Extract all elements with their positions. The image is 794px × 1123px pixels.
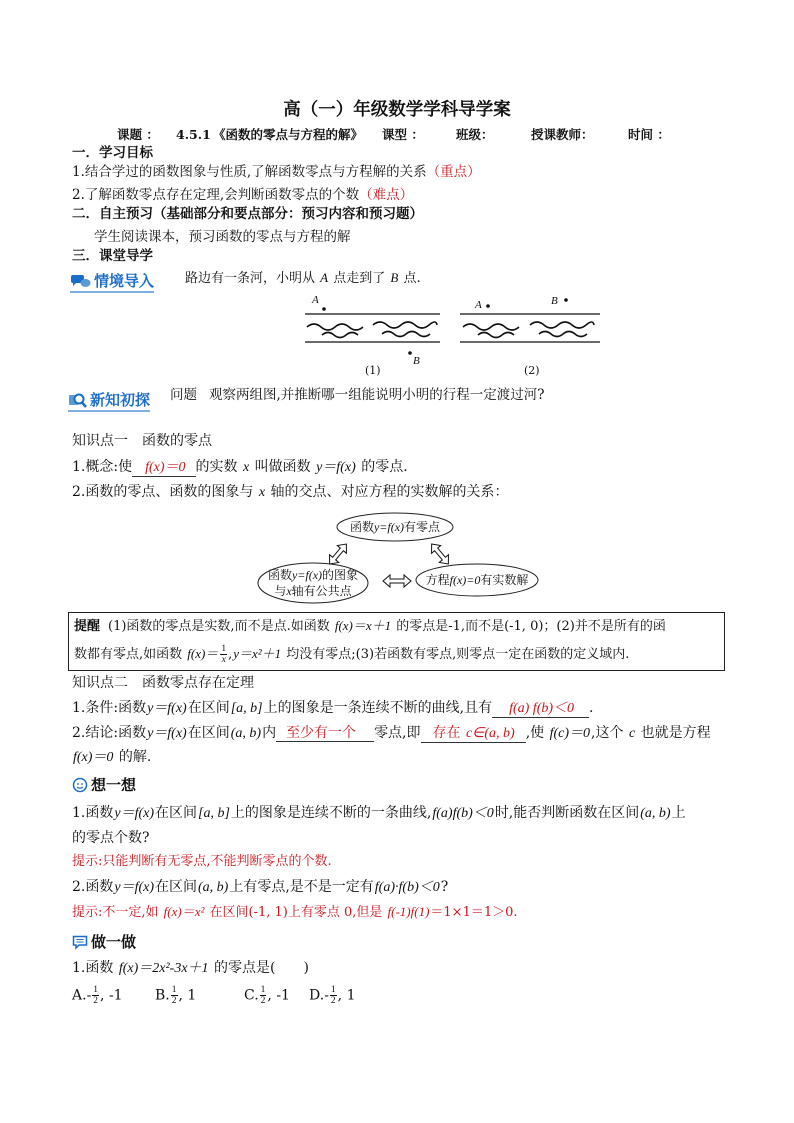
fraction-denominator: x [221,655,226,665]
double-arrow-icon [427,540,453,568]
answer-text: f(a) f(b)＜0 [509,701,575,716]
fraction-denominator: 2 [260,996,266,1006]
think-hint-1: 提示:只能判断有无零点,不能判断零点的个数. [72,854,332,869]
think-badge [72,776,136,794]
goals-heading: 一．学习目标 [72,145,153,161]
text-part: 在区间 [155,879,198,895]
text-part: 方程 [425,573,450,587]
text-part: 在区间 [187,725,230,741]
kp1-heading: 知识点一 函数的零点 [72,433,212,449]
option-rest: , -1 [100,987,123,1004]
math-part: (a, b) [198,880,229,895]
scenario-badge [70,272,154,293]
fraction-numerator: 1 [330,985,336,995]
kp1-concept [72,458,408,477]
fraction-numerator: 1 [221,644,227,654]
math-part: y=f(x) [291,568,323,582]
math-part: f(a)f(b)＜0 [432,806,494,821]
fraction-denominator: 2 [330,996,336,1006]
text-part: 在区间 [155,805,198,821]
goal-item-2 [72,186,413,204]
practice-badge-label: 做一做 [91,933,137,951]
math-part: (a, b) [640,806,671,821]
scenario-badge-label: 情境导入 [94,272,155,290]
topic-name: 《函数的零点与方程的解》 [213,127,364,142]
answer-blank [276,725,374,742]
math-part: [a, b] [230,701,263,716]
text-part: 的图象 [322,568,359,582]
text-part: ＝1×1＝1＞0. [430,905,518,920]
smiley-icon [72,777,88,793]
text-part: 有零点 [404,520,441,534]
point-b: B [390,270,399,285]
diagram-node-graph-text-2 [274,583,352,598]
kp2-heading: 知识点二 函数零点存在定理 [72,675,254,691]
river-wave [530,322,594,328]
option-a [72,985,123,1006]
answer-blank [132,459,195,477]
point-a-dot [486,304,490,308]
option-letter: D. [309,987,325,1004]
text-part: 时,能否判断函数在区间 [494,805,640,821]
math-part: f(x)＝x＋1 [334,618,392,633]
text-part: 零点,即 [374,725,421,741]
math-part: y＝x²＋1 [233,646,282,661]
difficulty-tag: （难点） [359,187,414,203]
text-part: 1.函数 [72,805,114,821]
key-point-tag: （重点） [426,164,481,180]
question-label: 问题 [170,387,197,403]
think-hint-2 [72,903,518,922]
text-part: (1)函数的零点是实数,而不是点.如函数 [108,619,334,634]
math-part: y＝f(x) [114,806,155,821]
practice-question-1 [72,959,309,978]
point-b-label: B [413,355,420,367]
math-part: x [258,485,266,500]
double-arrow-icon [383,575,411,587]
page-title: 高（一）年级数学学科导学案 [283,100,511,120]
goal-text: 2.了解函数零点存在定理,会判断函数零点的个数 [72,187,360,203]
river-wave [322,333,358,338]
math-part: [a, b] [198,806,230,821]
text-part: 点走到了 [329,271,390,286]
figure-label: (2) [524,364,540,377]
text-part: 内 [262,725,277,741]
answer-blank [421,725,526,743]
practice-badge [72,933,136,951]
option-letter: C. [244,987,259,1004]
text-part: 叫做函数 [250,459,316,475]
option-letter: A. [72,987,87,1004]
answer-text: 存在 [432,725,465,741]
lesson-type-label: 课型 ： [382,127,424,142]
topic-label: 课题 ： [117,127,159,142]
math-part: f(x)=0 [449,573,481,587]
preview-heading: 二．自主预习（基础部分和要点部分：预习内容和预习题） [72,206,423,222]
think-badge-label: 想一想 [91,776,137,794]
text-part: 有实数解 [480,573,529,587]
fraction [171,985,178,1006]
text-part: 提示:不一定,如 [72,905,163,920]
text-part: 1.条件:函数 [72,700,147,716]
text-part: ,使 [525,725,549,741]
goal-text: 1.结合学过的函数图象与性质,了解函数零点与方程解的关系 [72,164,427,180]
math-part: y＝f(x) [147,726,187,741]
kp2-conclusion-line-2 [72,748,151,767]
question-text: 观察两组图,并推断哪一组能说明小明的行程一定渡过河? [209,387,545,403]
fraction [330,985,337,1006]
math-part: (a, b) [230,726,262,741]
point-a: A [320,270,329,285]
option-rest: , 1 [337,987,356,1004]
text-part: 2.函数的零点、函数的图象与 [72,484,258,500]
kp1-relation [72,483,508,502]
math-part: f(x)＝2x²-3x＋1 [118,961,209,976]
class-label: 班级： [456,127,494,142]
text-part: 1.函数 [72,960,118,976]
text-part: 轴有公共点 [291,584,352,598]
river-wave [382,332,430,337]
math-part: y＝f(x) [114,880,155,895]
text-part: 与 [274,584,287,598]
text-part: ,这个 [591,725,628,741]
fraction [260,985,267,1006]
math-part: x [286,584,292,598]
text-part: 的解. [114,749,152,765]
river-wave [463,324,519,330]
reminder-label: 提醒 [74,619,101,634]
river-wave [539,332,587,337]
math-part: y＝f(x) [316,460,356,475]
river-wave [307,324,363,330]
kp2-condition [72,699,593,718]
chat-bubbles-icon [70,273,91,289]
math-part: f(a)·f(b)＜0 [374,880,440,895]
river-wave [478,333,514,338]
text-part: 上 [671,805,686,821]
text-part: 数都有零点,如函数 [74,647,187,662]
math-part: f(-1)f(1) [387,904,430,919]
option-b [155,985,196,1006]
text-part: 上的图象是连续不断的一条曲线, [230,805,432,821]
guide-heading: 三．课堂导学 [72,248,153,264]
point-b-dot [408,351,412,355]
river-wave [373,322,437,328]
diagram-node-zero-text [350,519,441,534]
text-part: 2.函数 [72,879,114,895]
math-part: f(x)＝ [187,646,219,661]
option-sign: - [324,987,329,1004]
fraction [92,985,99,1006]
explore-badge [68,391,150,412]
option-rest: , 1 [178,987,197,1004]
river-figure-1 [305,294,440,377]
text-part: . [589,700,594,716]
teacher-label: 授课教师： [531,127,594,142]
point-a-label: A [475,299,482,311]
text-part: 在区间 [187,700,230,716]
point-a-dot [322,307,326,311]
think-q1-line-2: 的零点个数? [72,830,150,846]
text-part: 路边有一条河，小明从 [185,271,320,286]
option-sign: - [86,987,92,1004]
fraction-numerator: 1 [260,985,266,995]
math-part: f(x)＝0 [73,750,114,765]
text-part: 2.结论:函数 [72,725,147,741]
point-b-label: B [551,295,558,307]
text-part: 均没有零点;(3)若函数有零点,则零点一定在函数的定义域内. [282,647,630,662]
topic-code: 4.5.1 [176,127,211,142]
math-part: x [242,460,250,475]
option-d [309,985,355,1006]
text-part: ? [440,879,449,895]
text-part: 点. [399,271,421,286]
answer-blank [492,700,589,718]
figure-label: (1) [365,364,381,377]
math-part: y=f(x) [373,520,405,534]
time-label: 时间 ： [628,127,670,142]
text-part: 也就是方程 [636,725,711,741]
diagram-node-graph-text-1 [268,567,358,582]
math-part: c [628,726,636,741]
text-part: 上有零点,是不是一定有 [229,879,374,895]
point-b-dot [564,298,568,302]
diagram-node-equation-text [426,572,529,587]
fraction-denominator: 2 [93,996,99,1006]
explore-badge-label: 新知初探 [90,391,151,409]
explore-question [170,386,545,404]
fraction [220,644,227,665]
reminder-box [68,612,725,671]
answer-text: 至少有一个 [286,725,357,741]
fraction-numerator: 1 [93,985,99,995]
fraction-numerator: 1 [171,985,177,995]
text-part: 上的图象是一条连续不断的曲线,且有 [263,700,493,716]
text-part: 1.概念:使 [72,459,133,475]
point-a-label: A [312,294,319,306]
text-part: 函数 [267,568,292,582]
magnifier-icon [68,392,87,408]
answer-math: c∈(a, b) [465,726,515,741]
option-letter: B. [155,987,170,1004]
text-part: 的实数 [195,459,242,475]
kp2-conclusion-line-1 [72,724,711,743]
text-part: 的零点是( ) [209,960,309,976]
speech-bubble-icon [72,934,88,950]
text-part: 的零点. [356,459,408,475]
option-rest: , -1 [267,987,290,1004]
reminder-line-2 [74,644,629,665]
math-part: f(x)＝x² [163,904,205,919]
preview-text: 学生阅读课本，预习函数的零点与方程的解 [94,229,351,245]
text-part: 轴的交点、对应方程的实数解的关系： [266,484,509,500]
text-part: 在区间(-1, 1)上有零点 0,但是 [205,905,387,920]
math-part: y＝f(x) [147,701,187,716]
goal-item-1 [72,163,481,181]
relation-diagram [258,513,538,603]
fraction-denominator: 2 [171,996,177,1006]
option-c [244,985,290,1006]
text-part: 函数 [349,520,374,534]
answer-text: f(x)＝0 [145,460,186,475]
reminder-line-1 [74,617,666,636]
scenario-text [185,269,421,288]
math-part: f(c)＝0 [549,726,591,741]
think-q2 [72,878,448,897]
think-q1-line-1 [72,804,686,823]
river-figure-2 [460,295,600,377]
text-part: , [228,647,233,662]
text-part: 的零点是-1,而不是(-1, 0)；(2)并不是所有的函 [392,619,666,634]
